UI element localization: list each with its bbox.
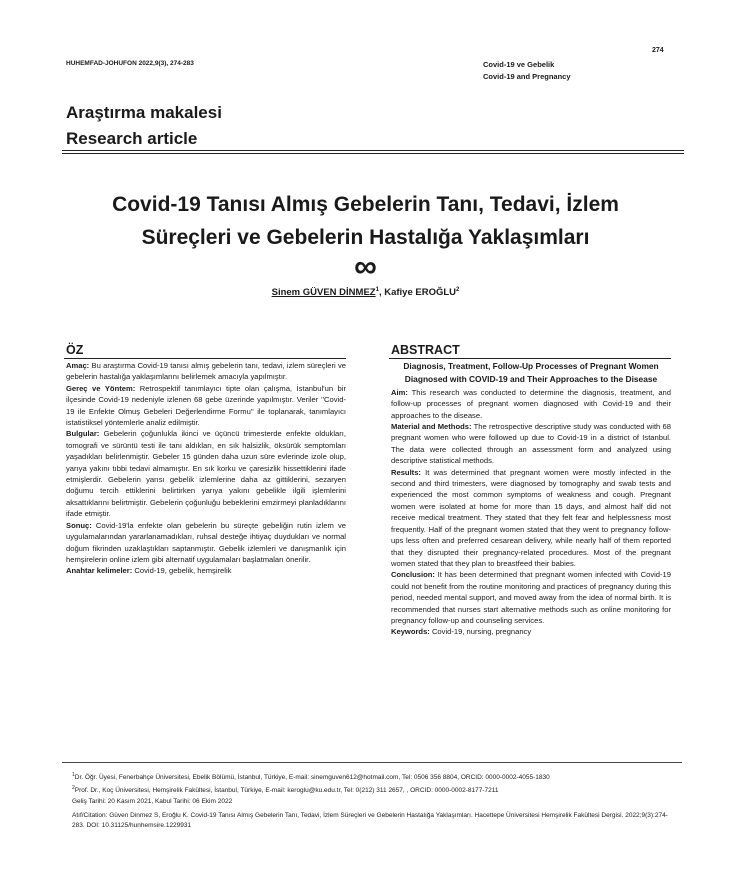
abstract-methods-label: Material and Methods: <box>391 422 472 432</box>
oz-conclusion: Sonuç: Covid-19'la enfekte olan gebelerin bu süreçte gebeliğin rutin izlem ve uygulamalarından yararlanamadıkları, ruhsal desteğe ihtiyaç duydukları ve normal doğum fikrinden uzaklaştıkları saptanmıştır. Gebelik izlemleri ve danışmanlık için hemşirelerin online izlem gibi alternatif uygulamaları başlatmaları önerilir. <box>66 520 346 564</box>
oz-results: Bulgular: Gebelerin çoğunlukla ikinci ve üçüncü trimesterde enfekte oldukları, tomografi ve sürüntü testi ile tanı aldıkları, en sık halsizlik, öksürük semptomları yaşadıkları belirlenmiştir. Gebeler 15 günden daha uzun süre evlerinde izole olup, yarıya yakını tıbbi tedavi almamıştır. En sık korku ve çaresizlik hissettiklerini ifade etmişlerdir. Gebelerin yarısı gebelik izlemlerine daha az gittiklerini, sezaryen doğumu tercih ettiklerini belirtirken yarıya yakını gebelikle ilgili işlemlerini aksattıklarını belirtmiştir. Gebelerin çoğunluğu bebeklerini emzirmeyi planladıklarını ifade etmiştir. <box>66 429 346 519</box>
title-line-1: Covid-19 Tanısı Almış Gebelerin Tanı, Tedavi, İzlem <box>112 193 619 216</box>
oz-body <box>66 360 346 577</box>
abstract-methods: Material and Methods: The retrospective descriptive study was conducted with 68 pregnant women who were followed up due to Covid-19 in a district of Istanbul. The data were collected through an assessment form and analyzed using descriptive statistical methods. <box>391 422 671 466</box>
header-rule-1 <box>62 150 684 151</box>
footnotes <box>72 770 672 807</box>
article-type-en: Research article <box>66 129 198 148</box>
article-type <box>66 100 222 152</box>
footnote-rule <box>62 762 682 763</box>
oz-keywords: Anahtar kelimeler: Covid-19, gebelik, hemşirelik <box>66 566 232 576</box>
oz-results-label: Bulgular: <box>66 429 100 439</box>
oz-aim-label: Amaç: <box>66 361 90 370</box>
infinity-icon: ∞ <box>354 248 377 284</box>
abstract-aim: Aim: This research was conducted to determine the diagnosis, treatment, and follow-up processes of pregnant women diagnosed with Covid-19 and their approaches to the disease. <box>391 387 671 420</box>
oz-heading: ÖZ <box>66 343 84 357</box>
abstract-rule <box>389 358 671 359</box>
oz-aim: Amaç: Bu araştırma Covid-19 tanısı almış gebelerin tanı, tedavi, izlem süreçleri ve gebelerin hastalığa yaklaşımlarını belirlemek amacıyla yapılmıştır. <box>66 361 346 382</box>
oz-methods-label: Gereç ve Yöntem: <box>66 383 136 393</box>
oz-rule <box>64 358 346 359</box>
author-1: Sinem GÜVEN DİNMEZ <box>271 287 376 299</box>
author-2: Kafiye EROĞLU <box>384 287 457 299</box>
oz-methods: Gereç ve Yöntem: Retrospektif tanımlayıcı tipte olan çalışma, İstanbul'un bir ilçesinde Covid-19 nedeniyle izlenen 68 gebe üzerinde yapılmıştır. Veriler ''Covid-19 ile Enfekte Olmuş Gebeleri Değerlendirme Formu'' ile toplanarak, tanımlayıcı istatistiksel yöntemlerle analiz edilmiştir. <box>66 383 346 428</box>
article-type-tr: Araştırma makalesi <box>66 103 222 122</box>
citation: Atıf/Citation: Güven Dinmez S, Eroğlu K. Covid-19 Tanısı Almış Gebelerin Tanı, Tedavi, İzlem Süreçleri ve Gebelerin Hastalığa Yaklaşımları. Hacettepe Üniversitesi Hemşirelik Fakültesi Dergisi. 2022;9(3):274-283. DOI: 10.31125/hunhemsire.1229931 <box>72 812 668 830</box>
author-2-affiliation: 2 <box>456 287 460 293</box>
header-rule-2 <box>62 153 684 154</box>
running-title-en: Covid-19 and Pregnancy <box>483 72 571 81</box>
abstract-results: Results: It was determined that pregnant women were mostly infected in the second and third trimesters, were diagnosed by tomography and swab tests and experienced the most common symptoms of weakness and cough. Pregnant women were isolated at home for more than 15 days, and almost half did not receive medical treatment. They stated that they felt fear and helplessness most frequently. Half of the pregnant women stated that they went to pregnancy follow-ups less often and preferred cesarean delivery, while nearly half of them reported that they disrupted their pregnancy-related procedures. Most of the pregnant women stated that they plan to breastfeed their babies. <box>391 467 671 568</box>
journal-reference: HUHEMFAD-JOHUFON 2022,9(3), 274-283 <box>66 60 194 67</box>
author-separator: , <box>378 287 385 299</box>
title-line-2: Süreçleri ve Gebelerin Hastalığa Yaklaşımları <box>141 226 590 249</box>
abstract-title: Diagnosis, Treatment, Follow-Up Processes of Pregnant Women Diagnosed with COVID-19 and Their Approaches to the Disease <box>403 361 659 385</box>
footnote-1: $^1$Dr. Öğr. Üyesi, Fenerbahçe Üniversitesi, Ebelik Bölümü, İstanbul, Türkiye, E-mail: sinemguven612@hotmail.com, Tel: 0506 356 8804, ORCID: 0000-0002-4055-1830 <box>72 772 550 782</box>
abstract-keywords: Keywords: Covid-19, nursing, pregnancy <box>391 627 532 637</box>
abstract-conclusion-label: Conclusion: <box>391 570 435 580</box>
running-head <box>483 59 571 83</box>
oz-conclusion-label: Sonuç: <box>66 520 92 530</box>
author-1-affiliation: 1 <box>375 287 379 293</box>
page-number: 274 <box>652 47 664 54</box>
abstract-keywords-label: Keywords: <box>391 627 430 637</box>
oz-keywords-label: Anahtar kelimeler: <box>66 566 133 576</box>
abstract-body <box>391 360 671 638</box>
abstract-aim-label: Aim: <box>391 387 408 397</box>
authors <box>40 287 691 298</box>
running-title-tr: Covid-19 ve Gebelik <box>483 60 555 69</box>
abstract-conclusion: Conclusion: It has been determined that pregnant women infected with Covid-19 could not benefit from the routine monitoring and practices of pregnancy during this period, needed mental support, and moved away from the idea of normal birth. It is recommended that nurses start alternative methods such as online monitoring for pregnancy follow-up and counseling services. <box>391 570 671 625</box>
submission-dates: Geliş Tarihi: 20 Kasım 2021, Kabul Tarihi: 06 Ekim 2022 <box>72 797 233 805</box>
footnote-2: $^2$Prof. Dr., Koç Üniversitesi, Hemşirelik Fakültesi, İstanbul, Türkiye, E-mail: keroglu@ku.edu.tr, Tel: 0(212) 311 2657, , ORCID: 0000-0002-8177-7211 <box>72 785 499 795</box>
paper-title <box>40 188 691 254</box>
abstract-results-label: Results: <box>391 467 421 477</box>
abstract-heading: ABSTRACT <box>391 343 460 357</box>
